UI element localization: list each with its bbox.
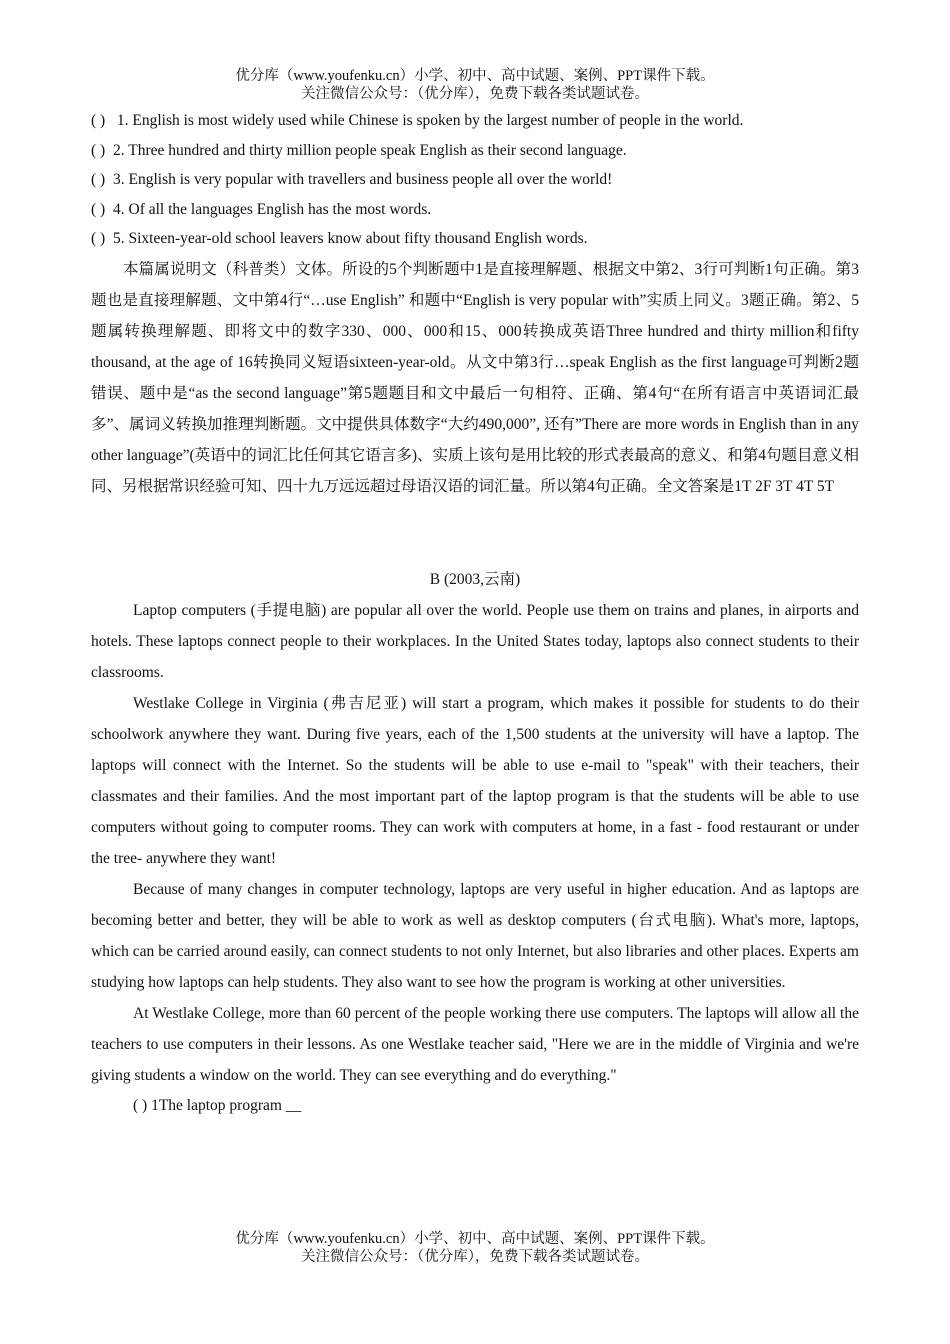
answer-blank: ( ) — [91, 200, 106, 218]
question-item — [91, 224, 859, 254]
section-b-question-1: ( ) 1The laptop program __ — [133, 1096, 302, 1114]
answer-blank: ( ) — [91, 112, 106, 129]
document-body — [91, 106, 859, 1121]
passage-paragraph-2: Westlake College in Virginia (弗吉尼亚) will start a program, which makes it possible for students to do their schoolwork anywhere they want. During five years, each of the 1,500 students at the university will have a laptop. The laptops will connect with the Internet. So the students will be able to use e-mail to "speak" with their teachers, their classmates and their families. And the most important part of the laptop program is that the students will be able to use computers without going to computer rooms. They can work with computers at home, in a fast - food restaurant or under the tree- anywhere they want! — [91, 694, 859, 867]
page-header — [0, 67, 950, 103]
page-footer — [0, 1230, 950, 1266]
passage-paragraph-3: Because of many changes in computer technology, laptops are very useful in higher education. And as laptops are becoming better and better, they will be able to work as well as desktop computers (台式电脑). What's more, laptops, which can be carried around easily, can connect students to not only Internet, but also libraries and other places. Experts am studying how laptops can help students. They also want to see how the program is working at other universities. — [91, 880, 859, 991]
question-text: 1. English is most widely used while Chinese is spoken by the largest number of people in the world. — [113, 112, 744, 129]
answer-blank: ( ) — [91, 141, 106, 159]
question-text: 4. Of all the languages English has the most words. — [113, 200, 432, 218]
section-b-title: B (2003,云南) — [429, 570, 521, 588]
footer-line-1: 优分库（www.youfenku.cn）小学、初中、高中试题、案例、PPT课件下载。 — [235, 1231, 715, 1247]
question-item — [91, 165, 859, 195]
header-line-2: 关注微信公众号：（优分库），免费下载各类试题试卷。 — [301, 86, 649, 102]
footer-line-2: 关注微信公众号：（优分库），免费下载各类试题试卷。 — [301, 1249, 649, 1265]
passage-paragraph-1: Laptop computers (手提电脑) are popular all over the world. People use them on trains and planes, in airports and hotels. These laptops connect people to their workplaces. In the United States today, laptops also connect students to their classrooms. — [91, 601, 859, 681]
question-item — [91, 136, 859, 166]
question-text: 3. English is very popular with travellers and business people all over the world! — [113, 171, 613, 189]
question-item — [91, 195, 859, 225]
answer-analysis: 本篇属说明文（科普类）文体。所设的5个判断题中1是直接理解题、根据文中第2、3行可判断1句正确。第3题也是直接理解题、文中第4行“…use English” 和题中“English is very popular with”实质上同义。3题正确。第2、5题属转换理解题、即将文中的数字330、000、000和15、000转换成英语Three hundred and thirty million和fifty thousand, at the age of 16转换同义短语sixteen-year-old。从文中第3行…speak English as the first language可判断2题错误、题中是“as the second language”第5题题目和文中最后一句相符、正确、第4句“在所有语言中英语词汇最多”、属词义转换加推理判断题。文中提供具体数字“大约490,000”, 还有”There are more words in English than in any other language”(英语中的词汇比任何其它语言多)、实质上该句是用比较的形式表最高的意义、和第4句题目意义相同、另根据常识经验可知、四十九万远远超过母语汉语的词汇量。所以第4句正确。全文答案是1T 2F 3T 4T 5T — [91, 260, 859, 495]
header-line-1: 优分库（www.youfenku.cn）小学、初中、高中试题、案例、PPT课件下载。 — [235, 68, 715, 84]
section-spacer — [91, 502, 859, 565]
answer-blank: ( ) — [91, 230, 106, 248]
answer-blank: ( ) — [91, 171, 106, 189]
question-text: 2. Three hundred and thirty million people speak English as their second language. — [113, 141, 627, 159]
question-text: 5. Sixteen-year-old school leavers know about fifty thousand English words. — [113, 230, 588, 248]
question-item — [91, 106, 859, 136]
passage-paragraph-4: At Westlake College, more than 60 percent of the people working there use computers. The laptops will allow all the teachers to use computers in their lessons. As one Westlake teacher said, "Here we are in the middle of Virginia and we're giving students a window on the world. They can see everything and do everything." — [91, 1004, 859, 1084]
